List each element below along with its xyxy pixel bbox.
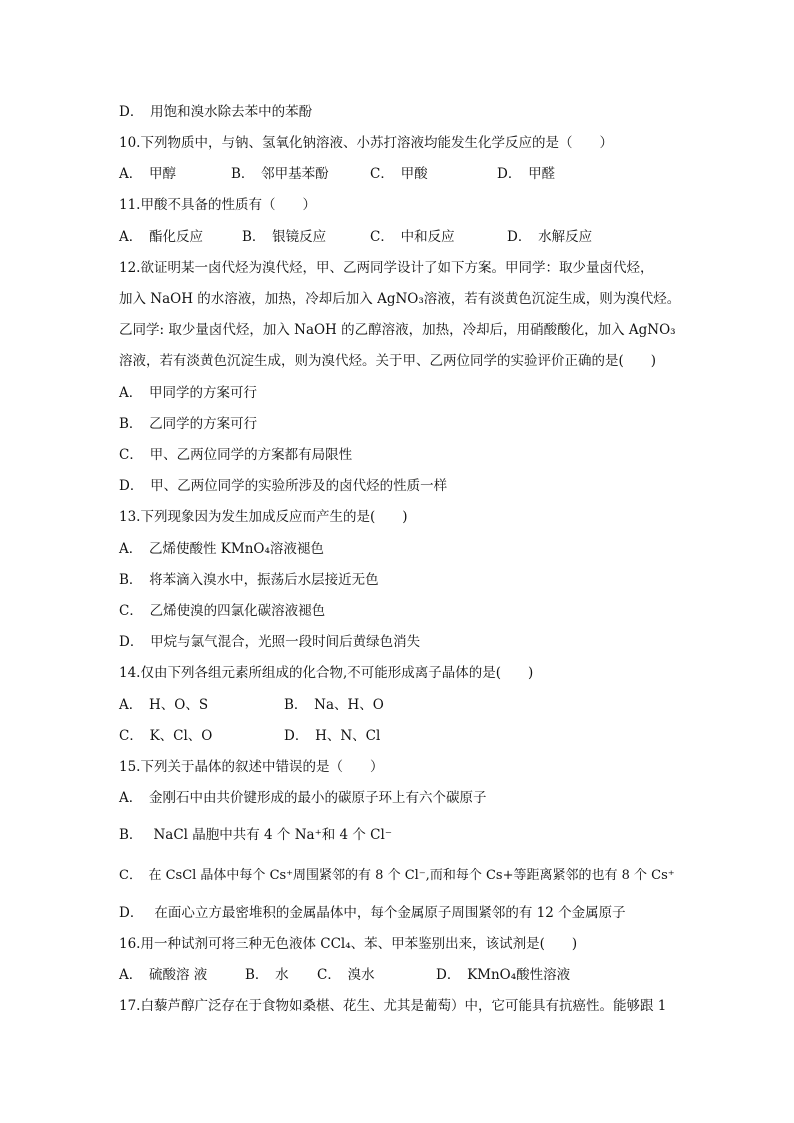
q16-option-b: B． 水: [245, 967, 289, 983]
q16-stem: 16.用一种试剂可将三种无色液体 CCl₄、苯、甲苯鉴别出来，该试剂是( ): [119, 936, 578, 952]
q14-option-d: D． H、N、Cl: [284, 728, 381, 744]
q12-option-a: A． 甲同学的方案可行: [119, 385, 257, 401]
q11-option-a: A． 酯化反应: [119, 229, 203, 245]
q11-stem: 11.甲酸不具备的性质有（ ）: [119, 197, 316, 213]
q11-option-b: B． 银镜反应: [242, 229, 327, 245]
q10-stem: 10.下列物质中，与钠、氢氧化钠溶液、小苏打溶液均能发生化学反应的是（ ）: [119, 135, 613, 151]
q9-option-d: D． 用饱和溴水除去苯中的苯酚: [119, 104, 313, 120]
q12-stem-line3: 乙同学: 取少量卤代烃，加入 NaOH 的乙醇溶液，加热，冷却后，用硝酸酸化，加入 AgNO₃: [119, 322, 676, 338]
q14-stem: 14.仅由下列各组元素所组成的化合物,不可能形成离子晶体的是( ): [119, 665, 534, 681]
q15-option-b: B． NaCl 晶胞中共有 4 个 Na⁺和 4 个 Cl⁻: [119, 827, 392, 843]
q13-option-c: C． 乙烯使溴的四氯化碳溶液褪色: [119, 603, 326, 619]
q12-option-c: C． 甲、乙两位同学的方案都有局限性: [119, 447, 353, 463]
q12-option-d: D． 甲、乙两位同学的实验所涉及的卤代烃的性质一样: [119, 478, 448, 494]
q15-option-d: D． 在面心立方最密堆积的金属晶体中，每个金属原子周围紧邻的有 12 个金属原子: [119, 905, 626, 921]
q13-option-a: A． 乙烯使酸性 KMnO₄溶液褪色: [119, 541, 324, 557]
q16-option-d: D． KMnO₄酸性溶液: [436, 967, 571, 983]
q12-stem-line1: 12.欲证明某一卤代烃为溴代烃，甲、乙两同学设计了如下方案。甲同学：取少量卤代烃，: [119, 260, 654, 276]
q13-option-d: D． 甲烷与氯气混合，光照一段时间后黄绿色消失: [119, 634, 421, 650]
q13-stem: 13.下列现象因为发生加成反应而产生的是( ): [119, 509, 408, 525]
q13-option-b: B． 将苯滴入溴水中，振荡后水层接近无色: [119, 572, 379, 588]
q15-stem: 15.下列关于晶体的叙述中错误的是（ ）: [119, 759, 384, 775]
q17-stem: 17.白藜芦醇广泛存在于食物如桑椹、花生、尤其是葡萄）中，它可能具有抗癌性。能够跟 1: [119, 998, 667, 1014]
q14-option-b: B． Na、H、O: [284, 697, 384, 713]
q15-option-c: C． 在 CsCl 晶体中每个 Cs⁺周围紧邻的有 8 个 Cl⁻,而和每个 Cs+等距离紧邻的也有 8 个 Cs⁺: [119, 868, 675, 883]
q12-stem-line2: 加入 NaOH 的水溶液，加热，冷却后加入 AgNO₃溶液，若有淡黄色沉淀生成，则为溴代烃。: [119, 291, 681, 307]
q14-option-c: C． K、Cl、O: [119, 728, 213, 744]
q14-option-a: A． H、O、S: [119, 697, 209, 713]
q11-option-d: D． 水解反应: [507, 229, 593, 245]
q10-option-a: A． 甲醇: [119, 166, 176, 182]
q12-option-b: B． 乙同学的方案可行: [119, 416, 258, 432]
q12-stem-line4: 溶液，若有淡黄色沉淀生成，则为溴代烃。关于甲、乙两位同学的实验评价正确的是( ): [119, 353, 657, 369]
q11-option-c: C． 中和反应: [370, 229, 455, 245]
q10-option-b: B． 邻甲基苯酚: [231, 166, 329, 182]
q10-option-d: D． 甲醛: [497, 166, 556, 182]
q16-option-c: C． 溴水: [317, 967, 375, 983]
q10-option-c: C． 甲酸: [370, 166, 428, 182]
q15-option-a: A． 金刚石中由共价键形成的最小的碳原子环上有六个碳原子: [119, 790, 487, 806]
q16-option-a: A． 硫酸溶 液: [119, 967, 208, 983]
